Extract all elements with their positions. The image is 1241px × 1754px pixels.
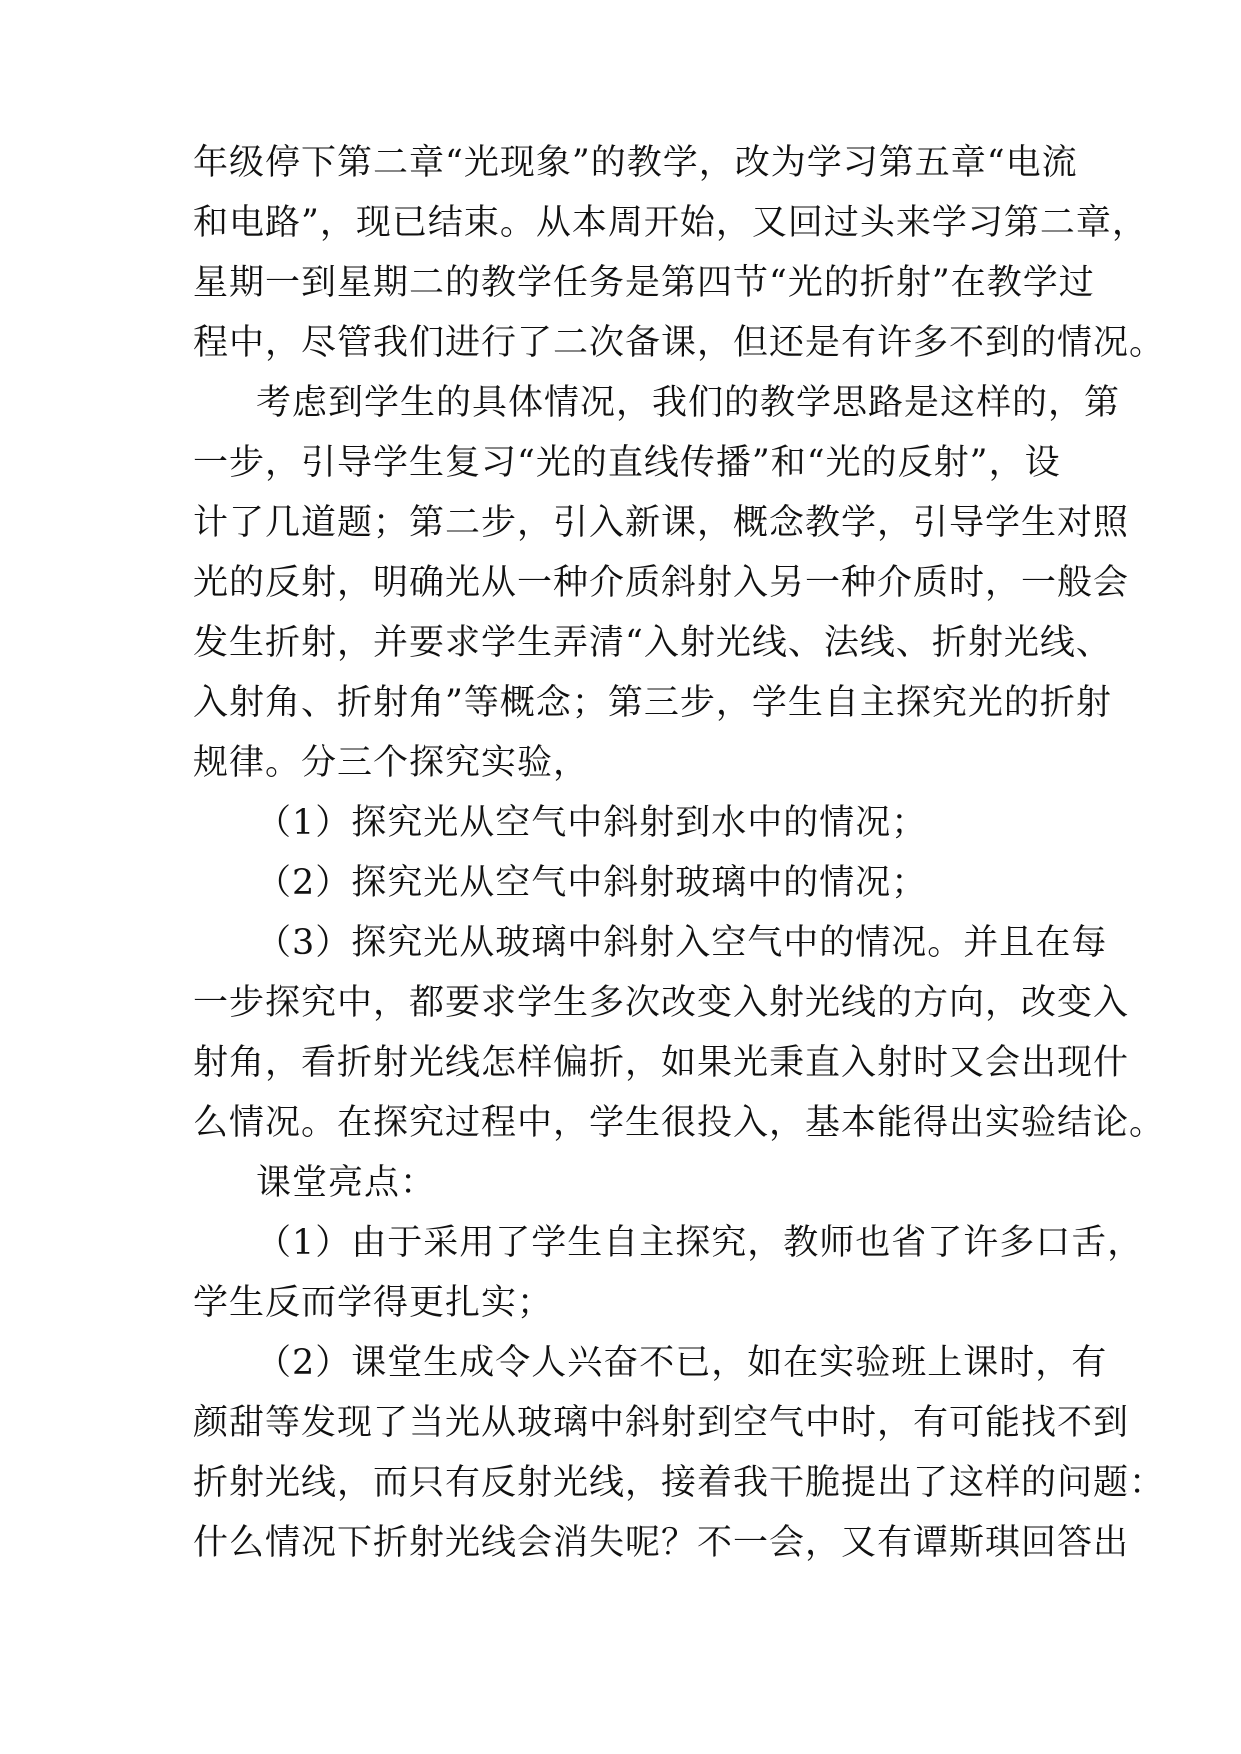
text-line: 一步探究中，都要求学生多次改变入射光线的方向，改变入 — [193, 983, 1130, 1023]
text-line: 射角，看折射光线怎样偏折，如果光秉直入射时又会出现什 — [193, 1043, 1130, 1083]
text-line: 规律。分三个探究实验， — [193, 743, 590, 783]
text-line: 学生反而学得更扎实； — [193, 1283, 554, 1323]
list-item: （2）课堂生成令人兴奋不已，如在实验班上课时，有 — [256, 1343, 1108, 1383]
text-line: 什么情况下折射光线会消失呢？不一会，又有谭斯琪回答出 — [193, 1523, 1130, 1563]
text-line: 程中，尽管我们进行了二次备课，但还是有许多不到的情况。 — [193, 323, 1166, 363]
text-line: 一步，引导学生复习“光的直线传播”和“光的反射”，设 — [193, 443, 1061, 483]
text-line: 年级停下第二章“光现象”的教学，改为学习第五章“电流 — [193, 143, 1078, 183]
text-line: 入射角、折射角”等概念；第三步，学生自主探究光的折射 — [193, 683, 1112, 723]
list-item: （3）探究光从玻璃中斜射入空气中的情况。并且在每 — [256, 923, 1108, 963]
list-item: （2）探究光从空气中斜射玻璃中的情况； — [256, 863, 928, 903]
text-line: 颜甜等发现了当光从玻璃中斜射到空气中时，有可能找不到 — [193, 1403, 1130, 1443]
text-line: 星期一到星期二的教学任务是第四节“光的折射”在教学过 — [193, 263, 1095, 303]
paragraph-first-line: 考虑到学生的具体情况，我们的教学思路是这样的，第 — [256, 383, 1121, 423]
list-item: （1）探究光从空气中斜射到水中的情况； — [256, 803, 928, 843]
section-heading: 课堂亮点： — [256, 1163, 437, 1203]
text-line: 光的反射，明确光从一种介质斜射入另一种介质时，一般会 — [193, 563, 1130, 603]
text-line: 和电路”，现已结束。从本周开始，又回过头来学习第二章， — [193, 203, 1148, 243]
text-line: 计了几道题；第二步，引入新课，概念教学，引导学生对照 — [193, 503, 1130, 543]
text-line: 折射光线，而只有反射光线，接着我干脆提出了这样的问题： — [193, 1463, 1166, 1503]
text-line: 发生折射，并要求学生弄清“入射光线、法线、折射光线、 — [193, 623, 1112, 663]
text-line: 么情况。在探究过程中，学生很投入，基本能得出实验结论。 — [193, 1103, 1166, 1143]
list-item: （1）由于采用了学生自主探究，教师也省了许多口舌， — [256, 1223, 1144, 1263]
